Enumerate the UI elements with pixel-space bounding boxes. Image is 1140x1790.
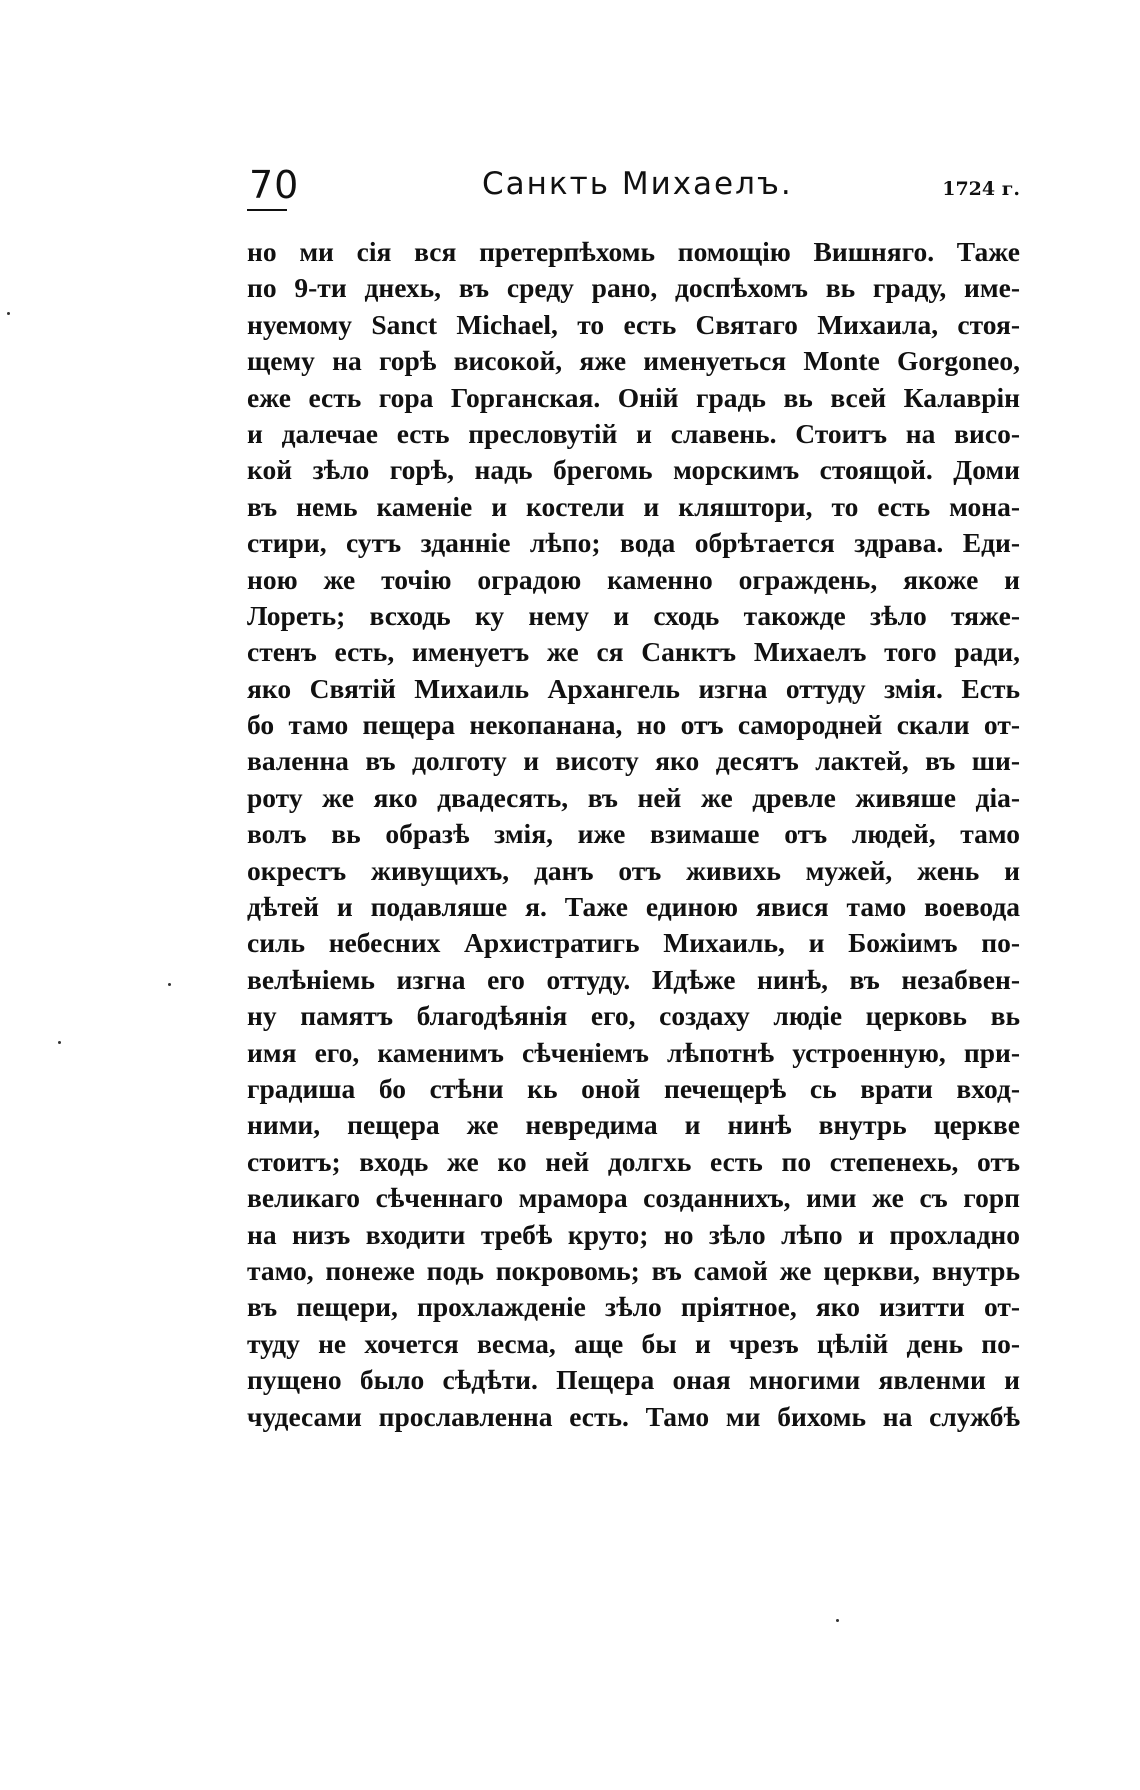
- text-line: имя его, каменимъ сѣченіемъ лѣпотнѣ устроенную, при-: [247, 1036, 1020, 1068]
- text-line: по 9-ти днехь, въ среду рано, доспѣхомъ вь граду, име-: [247, 272, 1020, 304]
- text-line: окрестъ живущихъ, данъ отъ живихь мужей, жень и: [247, 854, 1020, 886]
- text-line: еже есть гора Горганская. Оній градь вь всей Калаврін: [247, 381, 1020, 413]
- running-title: Санкть Михаелъ.: [482, 166, 793, 202]
- running-head: [247, 163, 1020, 211]
- text-line: волъ вь образѣ змія, иже взимаше отъ людей, тамо: [247, 818, 1020, 850]
- page-number: 70: [249, 163, 300, 207]
- text-line: ну памятъ благодѣянія его, создаху людіе церковь вь: [247, 1000, 1020, 1032]
- scan-speck: [836, 1619, 839, 1622]
- text-line: бо тамо пещера некопанана, но отъ самородней скали от-: [247, 709, 1020, 741]
- text-line: нуемому Sanct Michael, то есть Святаго Михаила, стоя-: [247, 308, 1020, 340]
- scan-speck: [7, 312, 10, 315]
- text-line: градиша бо стѣни кь оной печещерѣ сь врати вход-: [247, 1072, 1020, 1104]
- text-line: ними, пещера же невредима и нинѣ внутрь церкве: [247, 1109, 1020, 1141]
- text-line: пущено было сѣдѣти. Пещера оная многими явленми и: [247, 1364, 1020, 1396]
- text-line: тамо, понеже подь покровомь; въ самой же церкви, внутрь: [247, 1254, 1020, 1286]
- text-line: на низъ входити требѣ круто; но зѣло лѣпо и прохладно: [247, 1218, 1020, 1250]
- text-line: яко Святій Михаиль Архангель изгна оттуду змія. Есть: [247, 672, 1020, 704]
- text-line: силь небесних Архистратигь Михаиль, и Божіимъ по-: [247, 927, 1020, 959]
- text-line: кой зѣло горѣ, надь брегомь морскимъ стоящой. Доми: [247, 454, 1020, 486]
- text-line: и далечае есть пресловутій и славень. Стоитъ на висо-: [247, 417, 1020, 449]
- scan-speck: [58, 1041, 61, 1044]
- text-line: великаго сѣченнаго мрамора созданнихъ, ими же съ горп: [247, 1182, 1020, 1214]
- text-line: стоитъ; входь же ко ней долгхь есть по степенехь, отъ: [247, 1145, 1020, 1177]
- page-number-underline: [247, 209, 287, 211]
- text-line: стири, сутъ зданніе лѣпо; вода обрѣтается здрава. Еди-: [247, 527, 1020, 559]
- text-line: стенъ есть, именуетъ же ся Санктъ Михаелъ того ради,: [247, 636, 1020, 668]
- text-line: чудесами прославленна есть. Тамо ми бихомь на службѣ: [247, 1400, 1020, 1432]
- text-line: велѣніемь изгна его оттуду. Идѣже нинѣ, въ незабвен-: [247, 963, 1020, 995]
- text-line: валенна въ долготу и висоту яко десятъ лактей, въ ши-: [247, 745, 1020, 777]
- text-line: дѣтей и подавляше я. Таже единою явися тамо воевода: [247, 891, 1020, 923]
- text-line: въ пещери, прохлажденіе зѣло пріятное, яко изитти от-: [247, 1291, 1020, 1323]
- text-line: роту же яко двадесять, въ ней же древле живяше діа-: [247, 781, 1020, 813]
- text-line: ною же точію оградою каменно ограждень, якоже и: [247, 563, 1020, 595]
- text-line: но ми сія вся претерпѣхомь помощію Вишняго. Таже: [247, 236, 1020, 267]
- running-year: 1724 г.: [942, 178, 1020, 200]
- text-line: въ немь каменіе и костели и кляштори, то есть мона-: [247, 490, 1020, 522]
- scan-speck: [168, 983, 171, 986]
- body-text: [247, 234, 1020, 1435]
- text-line: Лореть; всходь ку нему и сходь такожде зѣло тяже-: [247, 599, 1020, 631]
- text-line: щему на горѣ високой, яже именуеться Monte Gorgoneo,: [247, 345, 1020, 377]
- text-line: туду не хочется весма, аще бы и чрезъ цѣлій день по-: [247, 1327, 1020, 1359]
